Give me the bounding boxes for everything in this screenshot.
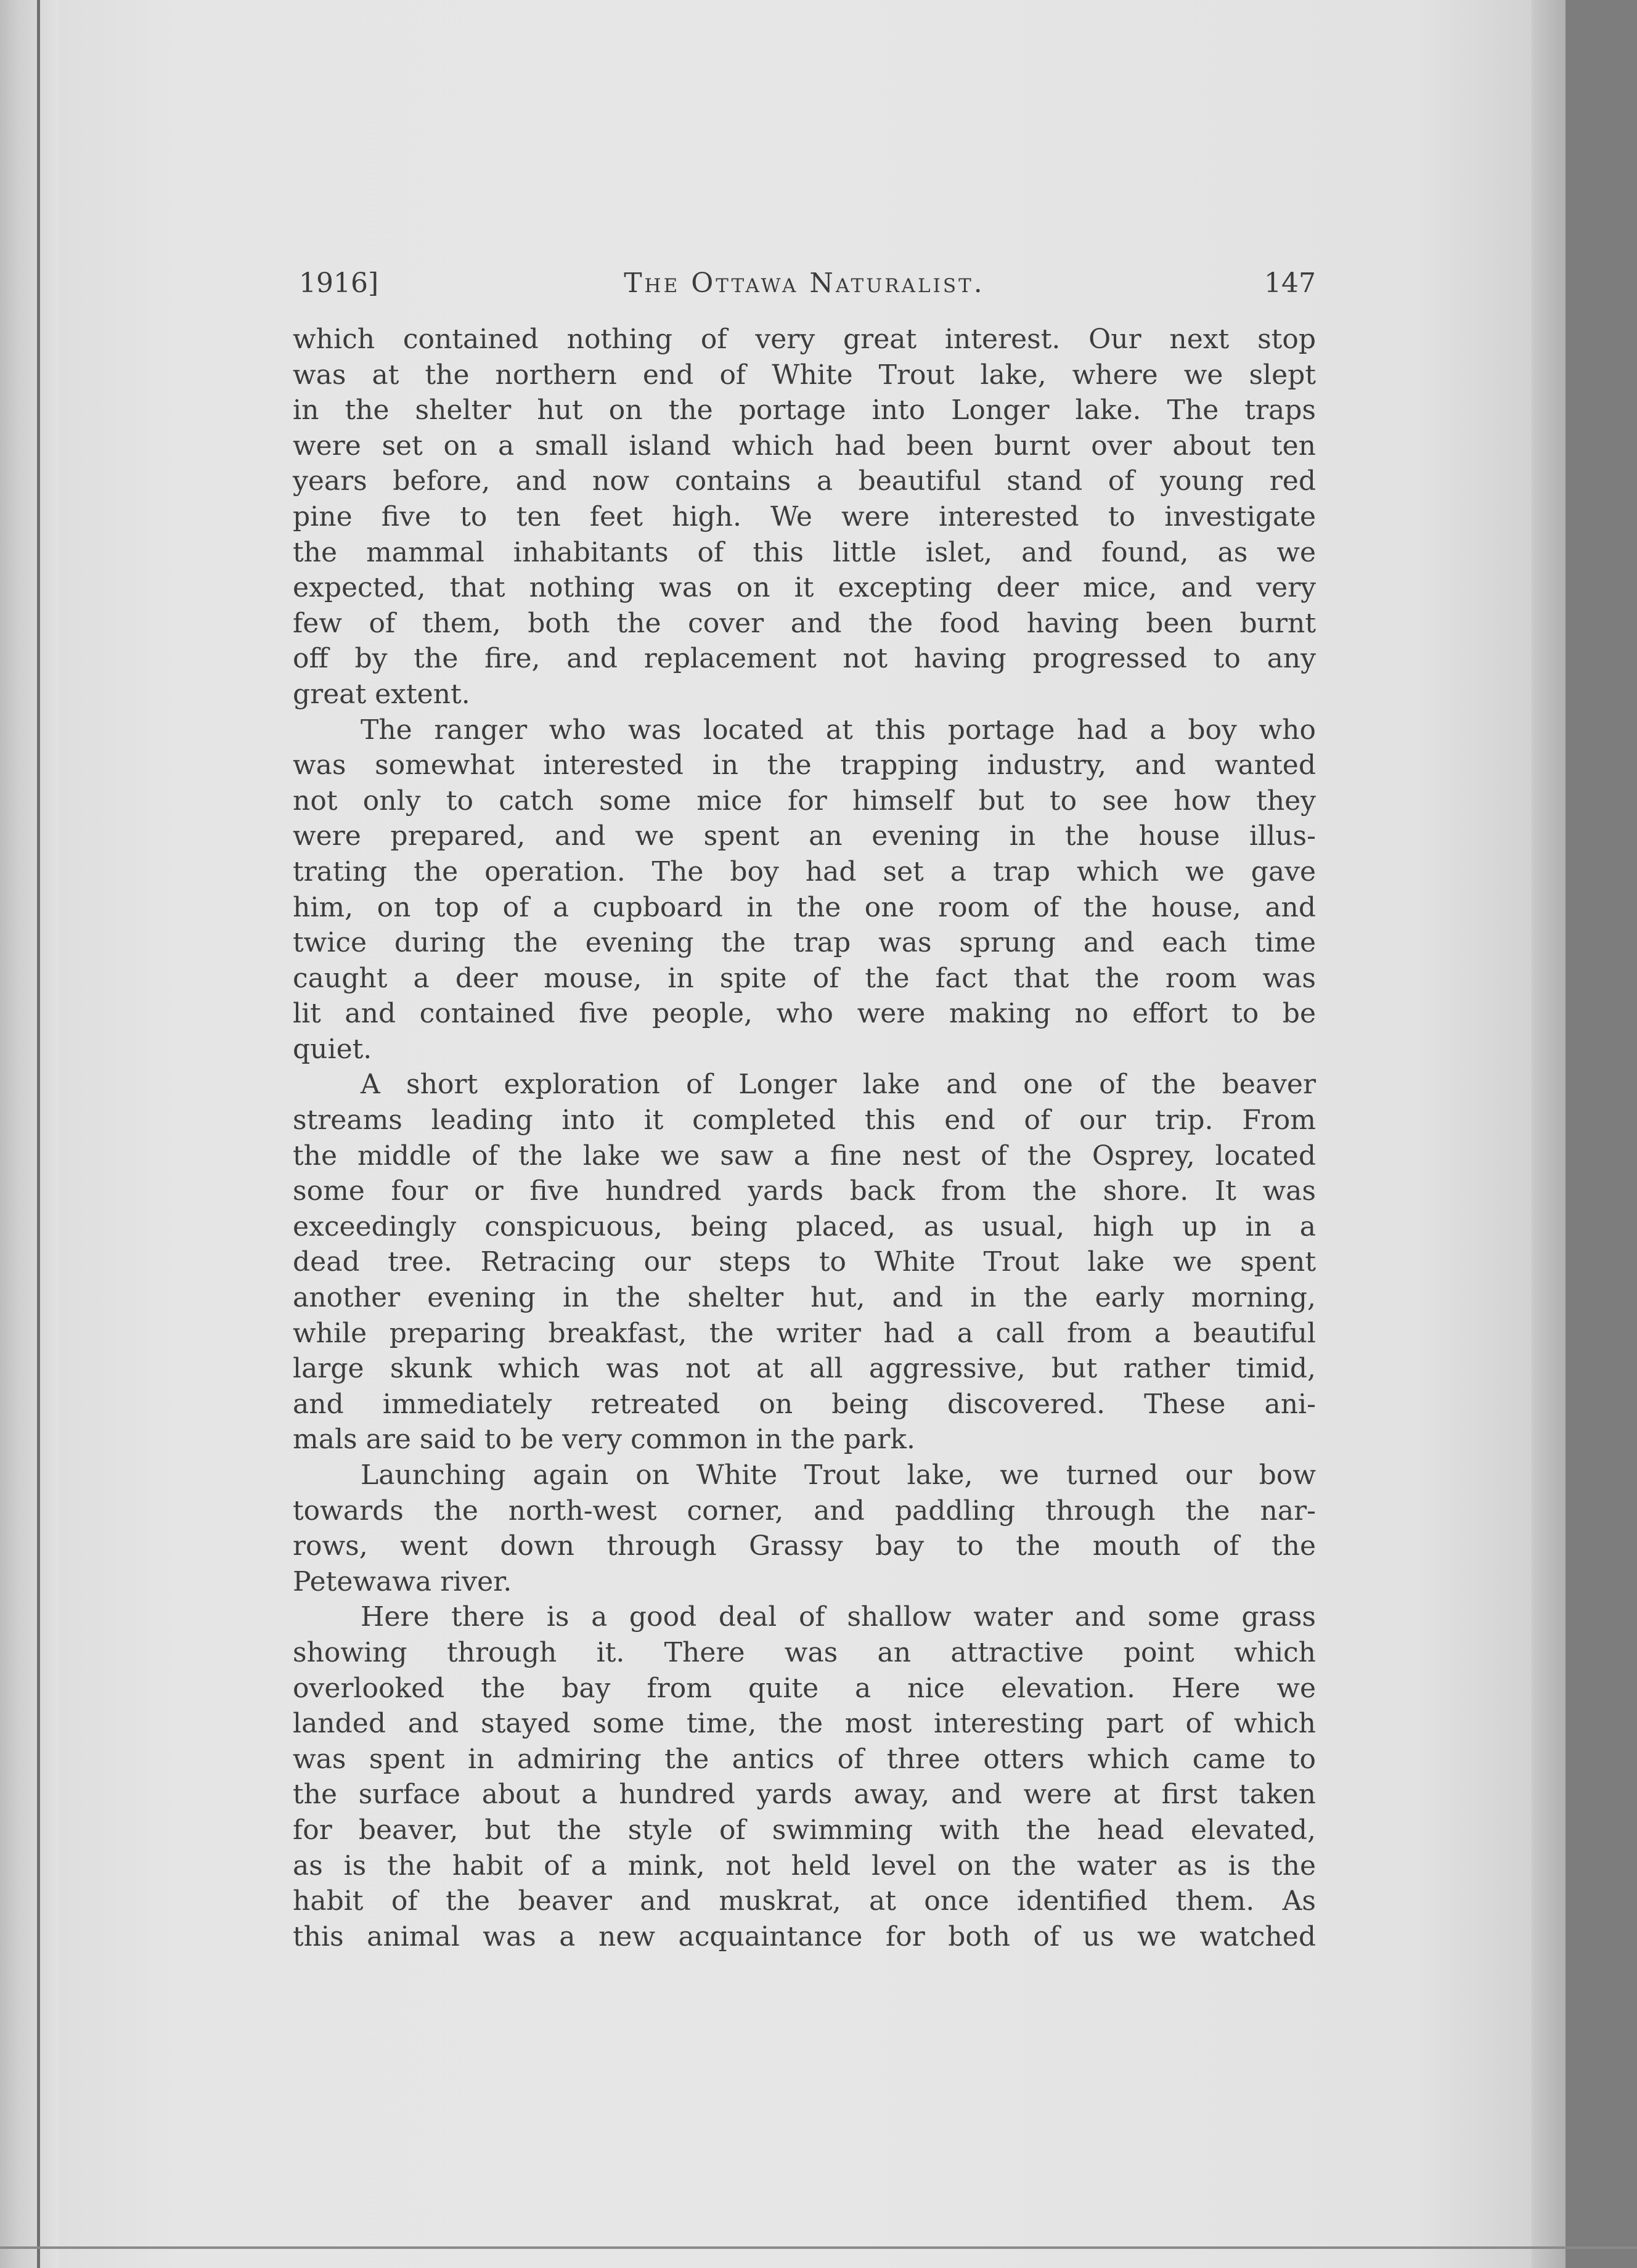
header-journal-title: The Ottawa Naturalist. (624, 267, 985, 299)
text-line (293, 677, 1316, 712)
text-line-content: was spent in admiring the antics of three otters which came to (293, 1743, 1316, 1775)
text-line-content: overlooked the bay from quite a nice elevation. Here we (293, 1672, 1316, 1704)
text-line (293, 1387, 1316, 1422)
text-line-content: dead tree. Retracing our steps to White Trout lake we spent (293, 1246, 1316, 1278)
text-line-content: Launching again on White Trout lake, we turned our bow (361, 1459, 1316, 1491)
text-line (293, 1103, 1316, 1138)
text-line (293, 1742, 1316, 1777)
text-line (293, 748, 1316, 783)
text-line (293, 499, 1316, 535)
text-line-content: him, on top of a cupboard in the one room of the house, and (293, 891, 1316, 923)
text-line-content: caught a deer mouse, in spite of the fact that the room was (293, 962, 1316, 994)
text-line (293, 1564, 1316, 1600)
text-line (293, 1883, 1316, 1919)
text-line-content: twice during the evening the trap was sprung and each time (293, 927, 1316, 959)
paragraph (293, 1458, 1316, 1599)
text-line-content: in the shelter hut on the portage into Longer lake. The traps (293, 394, 1316, 426)
text-line (293, 1173, 1316, 1209)
text-line-content: large skunk which was not at all aggressive, but rather timid, (293, 1353, 1316, 1385)
text-line-content: the mammal inhabitants of this little islet, and found, as we (293, 536, 1316, 568)
text-line-content: were set on a small island which had been burnt over about ten (293, 430, 1316, 462)
text-line (293, 818, 1316, 854)
body-text (293, 322, 1316, 1954)
text-line-content: not only to catch some mice for himself but to see how they (293, 785, 1316, 817)
text-line (293, 1493, 1316, 1529)
text-line-content: habit of the beaver and muskrat, at once identified them. As (293, 1885, 1316, 1917)
text-line (293, 463, 1316, 499)
text-line-content: off by the fire, and replacement not having progressed to any (293, 643, 1316, 675)
text-line-content: the surface about a hundred yards away, and were at first taken (293, 1779, 1316, 1811)
text-line (293, 1138, 1316, 1174)
text-line-content: and immediately retreated on being discovered. These ani- (293, 1388, 1316, 1420)
text-line-content: streams leading into it completed this end of our trip. From (293, 1104, 1316, 1136)
text-line (293, 393, 1316, 428)
text-line-content: years before, and now contains a beautiful stand of young red (293, 465, 1316, 497)
text-line-content: pine five to ten feet high. We were interested to investigate (293, 500, 1316, 532)
text-line (293, 428, 1316, 464)
text-line-content: the middle of the lake we saw a fine nest of the Osprey, located (293, 1140, 1316, 1172)
text-line (293, 322, 1316, 357)
text-line-content: mals are said to be very common in the park. (293, 1424, 915, 1456)
text-line-content: A short exploration of Longer lake and one of the beaver (361, 1069, 1316, 1101)
text-line (293, 1067, 1316, 1103)
text-line (293, 1244, 1316, 1280)
text-line-content: for beaver, but the style of swimming with the head elevated, (293, 1814, 1316, 1846)
text-line (293, 854, 1316, 890)
text-line (293, 357, 1316, 393)
text-line (293, 1635, 1316, 1671)
text-line (293, 1032, 1316, 1067)
text-line-content: some four or five hundred yards back from the shore. It was (293, 1175, 1316, 1207)
bottom-edge-line (0, 2246, 1637, 2249)
running-head (293, 265, 1316, 302)
text-line (293, 890, 1316, 926)
text-line (293, 961, 1316, 997)
text-line (293, 1706, 1316, 1742)
text-line (293, 996, 1316, 1032)
paragraph (293, 1599, 1316, 1954)
text-line (293, 535, 1316, 571)
text-line (293, 1777, 1316, 1813)
page-edge-shadow (1532, 0, 1566, 2268)
text-line (293, 1209, 1316, 1245)
text-line-content: showing through it. There was an attractive point which (293, 1636, 1316, 1668)
text-line (293, 1351, 1316, 1387)
text-line-content: few of them, both the cover and the food having been burnt (293, 607, 1316, 639)
text-line (293, 1813, 1316, 1848)
text-line-content: exceedingly conspicuous, being placed, as usual, high up in a (293, 1210, 1316, 1242)
text-line-content: another evening in the shelter hut, and in the early morning, (293, 1282, 1316, 1314)
paragraph (293, 1067, 1316, 1458)
text-line-content: Here there is a good deal of shallow water and some grass (361, 1601, 1316, 1633)
text-line (293, 783, 1316, 819)
text-line-content: while preparing breakfast, the writer had a call from a beautiful (293, 1317, 1316, 1349)
text-line-content: great extent. (293, 678, 470, 710)
header-page-number: 147 (1264, 267, 1316, 299)
text-line (293, 641, 1316, 677)
text-line-content: was at the northern end of White Trout lake, where we slept (293, 359, 1316, 391)
scanner-backing-strip (1566, 0, 1637, 2268)
text-line-content: quiet. (293, 1033, 372, 1065)
text-line-content: The ranger who was located at this portage had a boy who (361, 714, 1316, 746)
text-line (293, 1671, 1316, 1707)
text-line-content: was somewhat interested in the trapping industry, and wanted (293, 749, 1316, 781)
header-year: 1916] (299, 267, 379, 299)
text-line-content: this animal was a new acquaintance for both of us we watched (293, 1920, 1316, 1952)
paragraph (293, 712, 1316, 1067)
text-line (293, 1919, 1316, 1955)
text-line-content: Petewawa river. (293, 1565, 512, 1597)
text-line (293, 1848, 1316, 1884)
text-line-content: as is the habit of a mink, not held level on the water as is the (293, 1850, 1316, 1882)
text-line (293, 1528, 1316, 1564)
text-line-content: rows, went down through Grassy bay to the mouth of the (293, 1530, 1316, 1562)
text-line (293, 712, 1316, 748)
text-line-content: trating the operation. The boy had set a trap which we gave (293, 855, 1316, 887)
text-line (293, 570, 1316, 606)
text-line (293, 1599, 1316, 1635)
left-edge-line (37, 0, 40, 2268)
text-line (293, 1458, 1316, 1493)
text-line (293, 606, 1316, 642)
page-text-block (293, 265, 1316, 1954)
text-line (293, 1316, 1316, 1352)
left-binding-margin (0, 0, 59, 2268)
paragraph (293, 322, 1316, 712)
text-line-content: which contained nothing of very great interest. Our next stop (293, 324, 1316, 355)
text-line (293, 1280, 1316, 1316)
text-line-content: towards the north-west corner, and paddling through the nar- (293, 1495, 1316, 1527)
text-line-content: landed and stayed some time, the most interesting part of which (293, 1708, 1316, 1740)
text-line (293, 925, 1316, 961)
text-line-content: expected, that nothing was on it excepting deer mice, and very (293, 572, 1316, 604)
text-line (293, 1422, 1316, 1458)
text-line-content: lit and contained five people, who were making no effort to be (293, 998, 1316, 1030)
text-line-content: were prepared, and we spent an evening in the house illus- (293, 820, 1316, 852)
